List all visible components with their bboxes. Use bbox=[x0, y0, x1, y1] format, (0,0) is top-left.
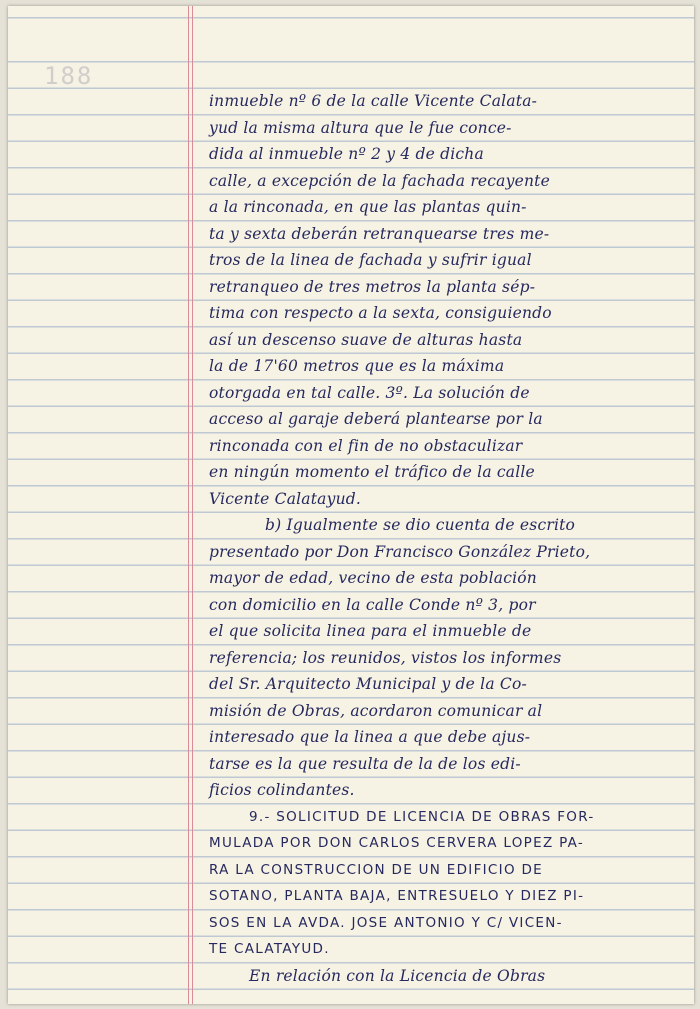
text-line: tima con respecto a la sexta, consiguiendo bbox=[209, 304, 552, 322]
text-line: la de 17'60 metros que es la máxima bbox=[209, 357, 505, 375]
text-line: mayor de edad, vecino de esta población bbox=[209, 569, 537, 587]
text-line: yud la misma altura que le fue conce- bbox=[209, 118, 512, 137]
text-line: En relación con la Licencia de Obras bbox=[249, 966, 546, 985]
text-line: otorgada en tal calle. 3º. La solución de bbox=[209, 383, 530, 402]
text-line: Vicente Calatayud. bbox=[209, 489, 362, 508]
text-line: del Sr. Arquitecto Municipal y de la Co- bbox=[209, 675, 527, 693]
red-margin-line bbox=[188, 6, 193, 1004]
text-line: acceso al garaje deberá plantearse por la bbox=[209, 410, 543, 428]
ledger-page bbox=[8, 6, 694, 1004]
text-line: ta y sexta deberán retranquearse tres me- bbox=[209, 224, 550, 243]
text-line: b) Igualmente se dio cuenta de escrito bbox=[265, 516, 576, 534]
text-line: ficios colindantes. bbox=[209, 781, 355, 799]
text-line: RA LA CONSTRUCCION DE UN EDIFICIO DE bbox=[209, 861, 543, 878]
text-line: inmueble nº 6 de la calle Vicente Calata- bbox=[209, 92, 538, 110]
text-line: misión de Obras, acordaron comunicar al bbox=[209, 701, 543, 720]
text-line: rinconada con el fin de no obstaculizar bbox=[209, 436, 523, 455]
text-line: retranqueo de tres metros la planta sép- bbox=[209, 277, 536, 296]
text-line: interesado que la linea a que debe ajus- bbox=[209, 728, 531, 746]
text-line: calle, a excepción de la fachada recayente bbox=[209, 171, 550, 190]
text-line: dida al inmueble nº 2 y 4 de dicha bbox=[209, 145, 484, 163]
text-line: SOS EN LA AVDA. JOSE ANTONIO Y C/ VICEN- bbox=[209, 914, 563, 931]
text-line: así un descenso suave de alturas hasta bbox=[209, 330, 523, 349]
text-line: presentado por Don Francisco González Prieto, bbox=[209, 542, 591, 561]
text-line: a la rinconada, en que las plantas quin- bbox=[209, 198, 527, 216]
text-line: tros de la linea de fachada y sufrir igual bbox=[209, 251, 532, 269]
page-number: 188 bbox=[44, 62, 94, 90]
handwritten-text-body bbox=[201, 88, 689, 989]
text-line: el que solicita linea para el inmueble de bbox=[209, 622, 532, 640]
text-line: con domicilio en la calle Conde nº 3, por bbox=[209, 595, 536, 614]
text-line: 9.- SOLICITUD DE LICENCIA DE OBRAS FOR- bbox=[249, 808, 595, 825]
text-line: MULADA POR DON CARLOS CERVERA LOPEZ PA- bbox=[209, 835, 585, 851]
text-line: en ningún momento el tráfico de la calle bbox=[209, 463, 535, 481]
text-line: TE CALATAYUD. bbox=[209, 941, 330, 957]
text-line: referencia; los reunidos, vistos los informes bbox=[209, 648, 562, 667]
text-line: tarse es la que resulta de la de los edi- bbox=[209, 754, 521, 773]
text-line: SOTANO, PLANTA BAJA, ENTRESUELO Y DIEZ PI- bbox=[209, 888, 585, 904]
